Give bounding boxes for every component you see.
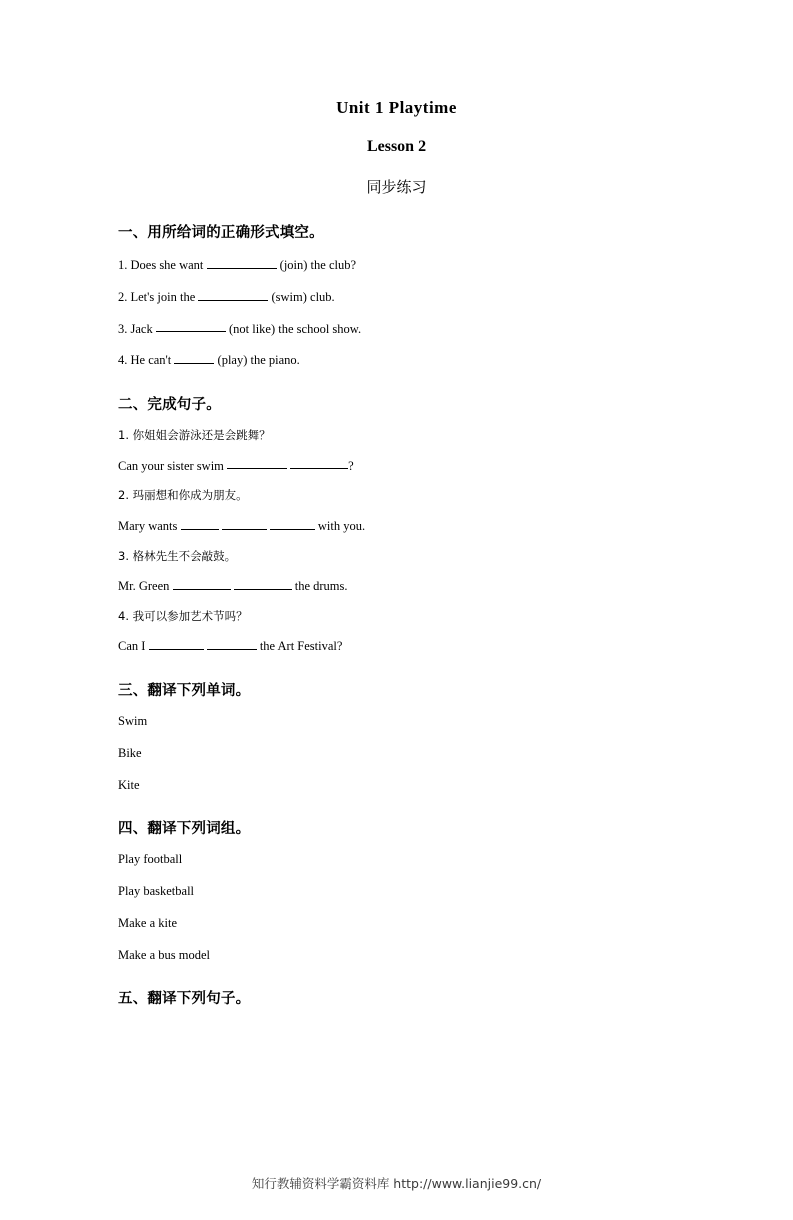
answer-blank[interactable] xyxy=(181,517,219,530)
fill-blank-item xyxy=(118,288,683,306)
item-text-post: the Art Festival? xyxy=(256,639,343,654)
answer-blank[interactable] xyxy=(156,320,226,333)
answer-blank[interactable] xyxy=(149,637,204,650)
section-heading-1: 一、用所给词的正确形式填空。 xyxy=(118,225,324,241)
item-text-pre: Can I xyxy=(118,639,149,654)
page-subtitle: Lesson 2 xyxy=(366,138,427,155)
answer-blank[interactable] xyxy=(234,577,292,590)
item-text-post: (join) the club? xyxy=(276,257,357,272)
word-item: Kite xyxy=(118,778,140,793)
section-heading-2: 二、完成句子。 xyxy=(118,397,221,413)
item-text-post: with you. xyxy=(314,518,366,533)
sentence-prompt-cn: 4. 我可以参加艺术节吗？ xyxy=(118,608,248,623)
answer-blank[interactable] xyxy=(227,457,287,470)
item-text-post: (swim) club. xyxy=(268,289,335,304)
phrase-item: Play football xyxy=(118,852,183,867)
sentence-prompt-cn: 1. 你姐姐会游泳还是会跳舞？ xyxy=(118,428,271,442)
item-text-pre: Mary wants xyxy=(118,518,181,533)
section-heading-5: 五、翻译下列句子。 xyxy=(118,991,251,1008)
sentence-prompt-cn: 3. 格林先生不会敲鼓。 xyxy=(118,548,237,563)
answer-blank[interactable] xyxy=(174,351,214,364)
item-text-post: the drums. xyxy=(291,578,348,593)
item-text-pre: 2. Let's join the xyxy=(118,289,199,304)
item-text-pre: 1. Does she want xyxy=(118,257,207,272)
fill-blank-item xyxy=(118,320,683,338)
document-page xyxy=(0,98,793,1220)
item-text-post: (play) the piano. xyxy=(214,353,300,368)
item-text-post: (not like) the school show. xyxy=(225,321,362,336)
page-title: Unit 1 Playtime xyxy=(336,98,457,117)
footer-watermark: 知行教辅资料学霸资料库 http://www.lianjie99.cn/ xyxy=(251,1176,542,1191)
word-item: Swim xyxy=(118,714,148,729)
item-text-pre: Can your sister swim xyxy=(118,458,228,473)
sentence-answer-line xyxy=(118,517,683,535)
item-text-pre: 4. He can't xyxy=(118,353,175,368)
word-item: Bike xyxy=(118,746,142,761)
answer-blank[interactable] xyxy=(290,457,348,470)
item-text-pre: Mr. Green xyxy=(118,578,173,593)
fill-blank-item xyxy=(118,351,683,369)
sentence-answer-line xyxy=(118,637,683,655)
title-block xyxy=(0,98,793,197)
answer-blank[interactable] xyxy=(270,517,315,530)
answer-blank[interactable] xyxy=(207,637,257,650)
phrase-item: Make a kite xyxy=(118,916,178,931)
answer-blank[interactable] xyxy=(222,517,267,530)
page-subtitle-cn: 同步练习 xyxy=(366,178,427,196)
answer-blank[interactable] xyxy=(173,577,231,590)
section-heading-4: 四、翻译下列词组。 xyxy=(118,821,251,838)
section-heading-3: 三、翻译下列单词。 xyxy=(118,683,251,700)
phrase-item: Play basketball xyxy=(118,884,195,899)
item-text-pre: 3. Jack xyxy=(118,321,156,336)
sentence-answer-line xyxy=(118,577,683,595)
sentence-prompt-cn: 2. 玛丽想和你成为朋友。 xyxy=(118,488,248,503)
phrase-item: Make a bus model xyxy=(118,948,210,963)
answer-blank[interactable] xyxy=(198,288,268,301)
answer-blank[interactable] xyxy=(207,256,277,269)
sentence-answer-line xyxy=(118,457,683,475)
document-content xyxy=(0,221,793,1008)
fill-blank-item xyxy=(118,256,683,274)
item-text-post: ? xyxy=(348,458,354,473)
